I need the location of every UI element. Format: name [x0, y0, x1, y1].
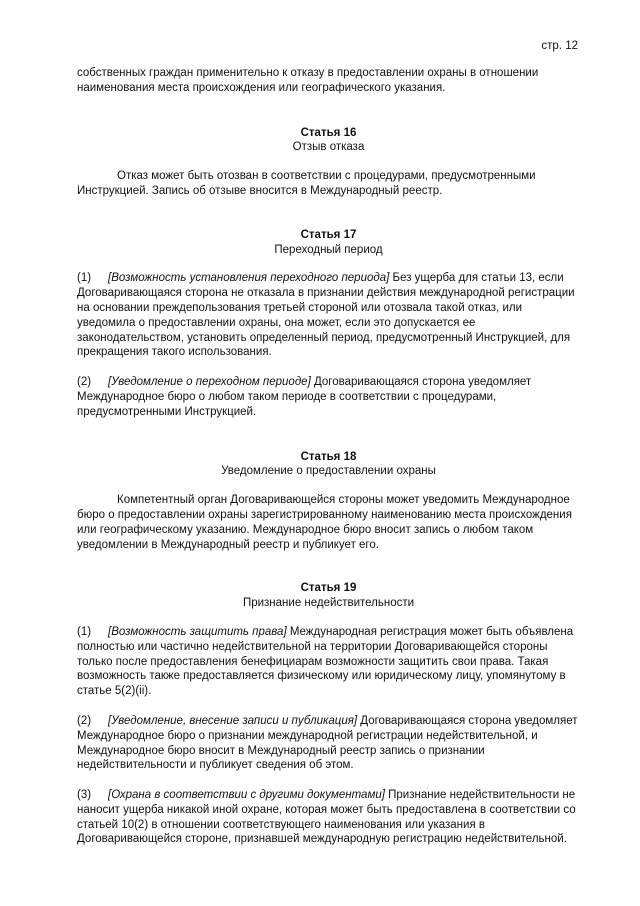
paragraph-number: (3): [77, 789, 92, 802]
paragraph-number: (1): [77, 625, 92, 638]
article-number: Статья 18: [300, 450, 357, 463]
paragraph-hint: [Уведомление о переходном периоде]: [108, 376, 311, 389]
article-19-paragraph-3: [77, 788, 580, 847]
article-number: Статья 17: [300, 228, 357, 241]
article-title: Отзыв отказа: [292, 141, 365, 154]
document-body: [77, 66, 580, 847]
article-18-text: Компетентный орган Договаривающейся стороны может уведомить Международное бюро о предоставлении охраны зарегистрированному наименованию места происхождения или географическому указанию. Международное бюро вносит запись о любом таком уведомлении в Международный реестр и публикует его.: [77, 494, 572, 551]
page-number: стр. 12: [541, 40, 578, 52]
paragraph-hint: [Охрана в соответствии с другими документами]: [108, 789, 385, 802]
paragraph-hint: [Уведомление, внесение записи и публикация]: [108, 714, 358, 727]
paragraph-text: Без ущерба для статьи 13, если Договаривающаяся сторона не отказала в признании действия международной регистрации на основании преждепользования третьей стороной или отозвала такой отказ, или уведомила о предоставлении охраны, она может, если это допускается ее законодательством, установить определенный период, предусмотренный Инструкцией, для прекращения такого использования.: [77, 272, 575, 359]
paragraph-number: (1): [77, 272, 92, 285]
article-19-paragraph-2: [77, 714, 580, 773]
article-title: Признание недействительности: [242, 597, 415, 610]
article-17-paragraph-2: [77, 375, 580, 419]
article-19-heading: [77, 581, 580, 611]
article-16-heading: [77, 126, 580, 156]
article-number: Статья 16: [300, 126, 357, 139]
paragraph-hint: [Возможность защитить права]: [108, 625, 287, 638]
paragraph-text: Международная регистрация может быть объявлена полностью или частично недействительной на территории Договаривающейся стороны только после предоставления бенефициарам возможности защитить свои права. Такая возможность также предоставляется физическому или юридическому лицу, упомянутому в статье 5(2)(ii).: [77, 625, 574, 698]
paragraph-text: Договаривающаяся сторона уведомляет Международное бюро о признании международной регистрации недействительной, и Международное бюро вносит в Международный реестр запись о признании недействительности и публикует сведения об этом.: [77, 714, 578, 772]
article-17-paragraph-1: [77, 271, 580, 360]
article-19-paragraph-1: [77, 625, 580, 699]
article-18-heading: [77, 450, 580, 480]
paragraph-hint: [Возможность установления переходного периода]: [108, 272, 390, 285]
paragraph-text: Договаривающаяся сторона уведомляет Международное бюро о любом таком периоде в соответствии с процедурами, предусмотренными Инструкцией.: [77, 376, 532, 418]
article-title: Переходный период: [274, 243, 383, 256]
paragraph-number: (2): [77, 714, 92, 727]
intro-paragraph: собственных граждан применительно к отказу в предоставлении охраны в отношении наименования места происхождения или географического указания.: [77, 67, 539, 94]
article-17-heading: [77, 228, 580, 258]
article-number: Статья 19: [300, 582, 357, 595]
paragraph-text: Признание недействительности не наносит ущерба никакой иной охране, которая может быть предоставлена в соответствии со статьей 10(2) в отношении соответствующего наименования или указания в Договаривающейся стороне, признавшей международную регистрацию недействительной.: [77, 789, 576, 846]
article-title: Уведомление о предоставлении охраны: [221, 465, 436, 478]
paragraph-number: (2): [77, 376, 92, 389]
article-16-text: Отказ может быть отозван в соответствии с процедурами, предусмотренными Инструкцией. Запись об отзыве вносится в Международный реестр.: [77, 170, 536, 197]
